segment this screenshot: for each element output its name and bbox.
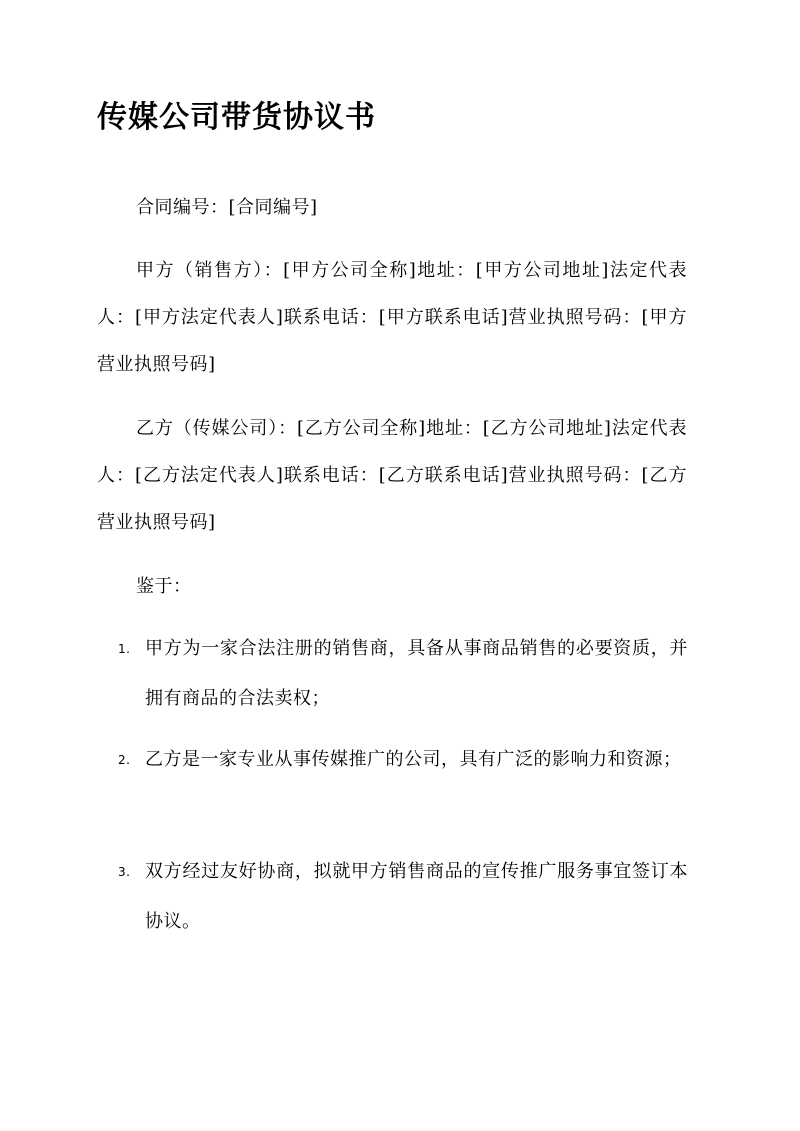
list-item-number: 1.: [118, 642, 131, 656]
list-item-number: 3.: [118, 865, 131, 879]
party-b-info: 乙方（传媒公司）：[乙方公司全称]地址：[乙方公司地址]法定代表人：[乙方法定代表人]联系电话：[乙方联系电话]营业执照号码：[乙方营业执照号码]: [97, 418, 687, 533]
list-item: [118, 847, 688, 947]
list-item-text: 甲方为一家合法注册的销售商，具备从事商品销售的必要资质，并拥有商品的合法卖权；: [145, 638, 688, 709]
list-item: [118, 735, 688, 785]
whereas-heading: 鉴于：: [136, 576, 192, 597]
document-title: 传媒公司带货协议书: [97, 100, 376, 135]
contract-number: 合同编号：[合同编号]: [136, 197, 318, 218]
list-item-number: 2.: [118, 753, 131, 767]
list-item-text: 双方经过友好协商，拟就甲方销售商品的宣传推广服务事宜签订本协议。: [145, 861, 688, 932]
list-item-text: 乙方是一家专业从事传媒推广的公司，具有广泛的影响力和资源；: [145, 749, 682, 770]
list-item: [118, 624, 688, 724]
party-a-info: 甲方（销售方）：[甲方公司全称]地址：[甲方公司地址]法定代表人：[甲方法定代表人]联系电话：[甲方联系电话]营业执照号码：[甲方营业执照号码]: [97, 260, 687, 375]
